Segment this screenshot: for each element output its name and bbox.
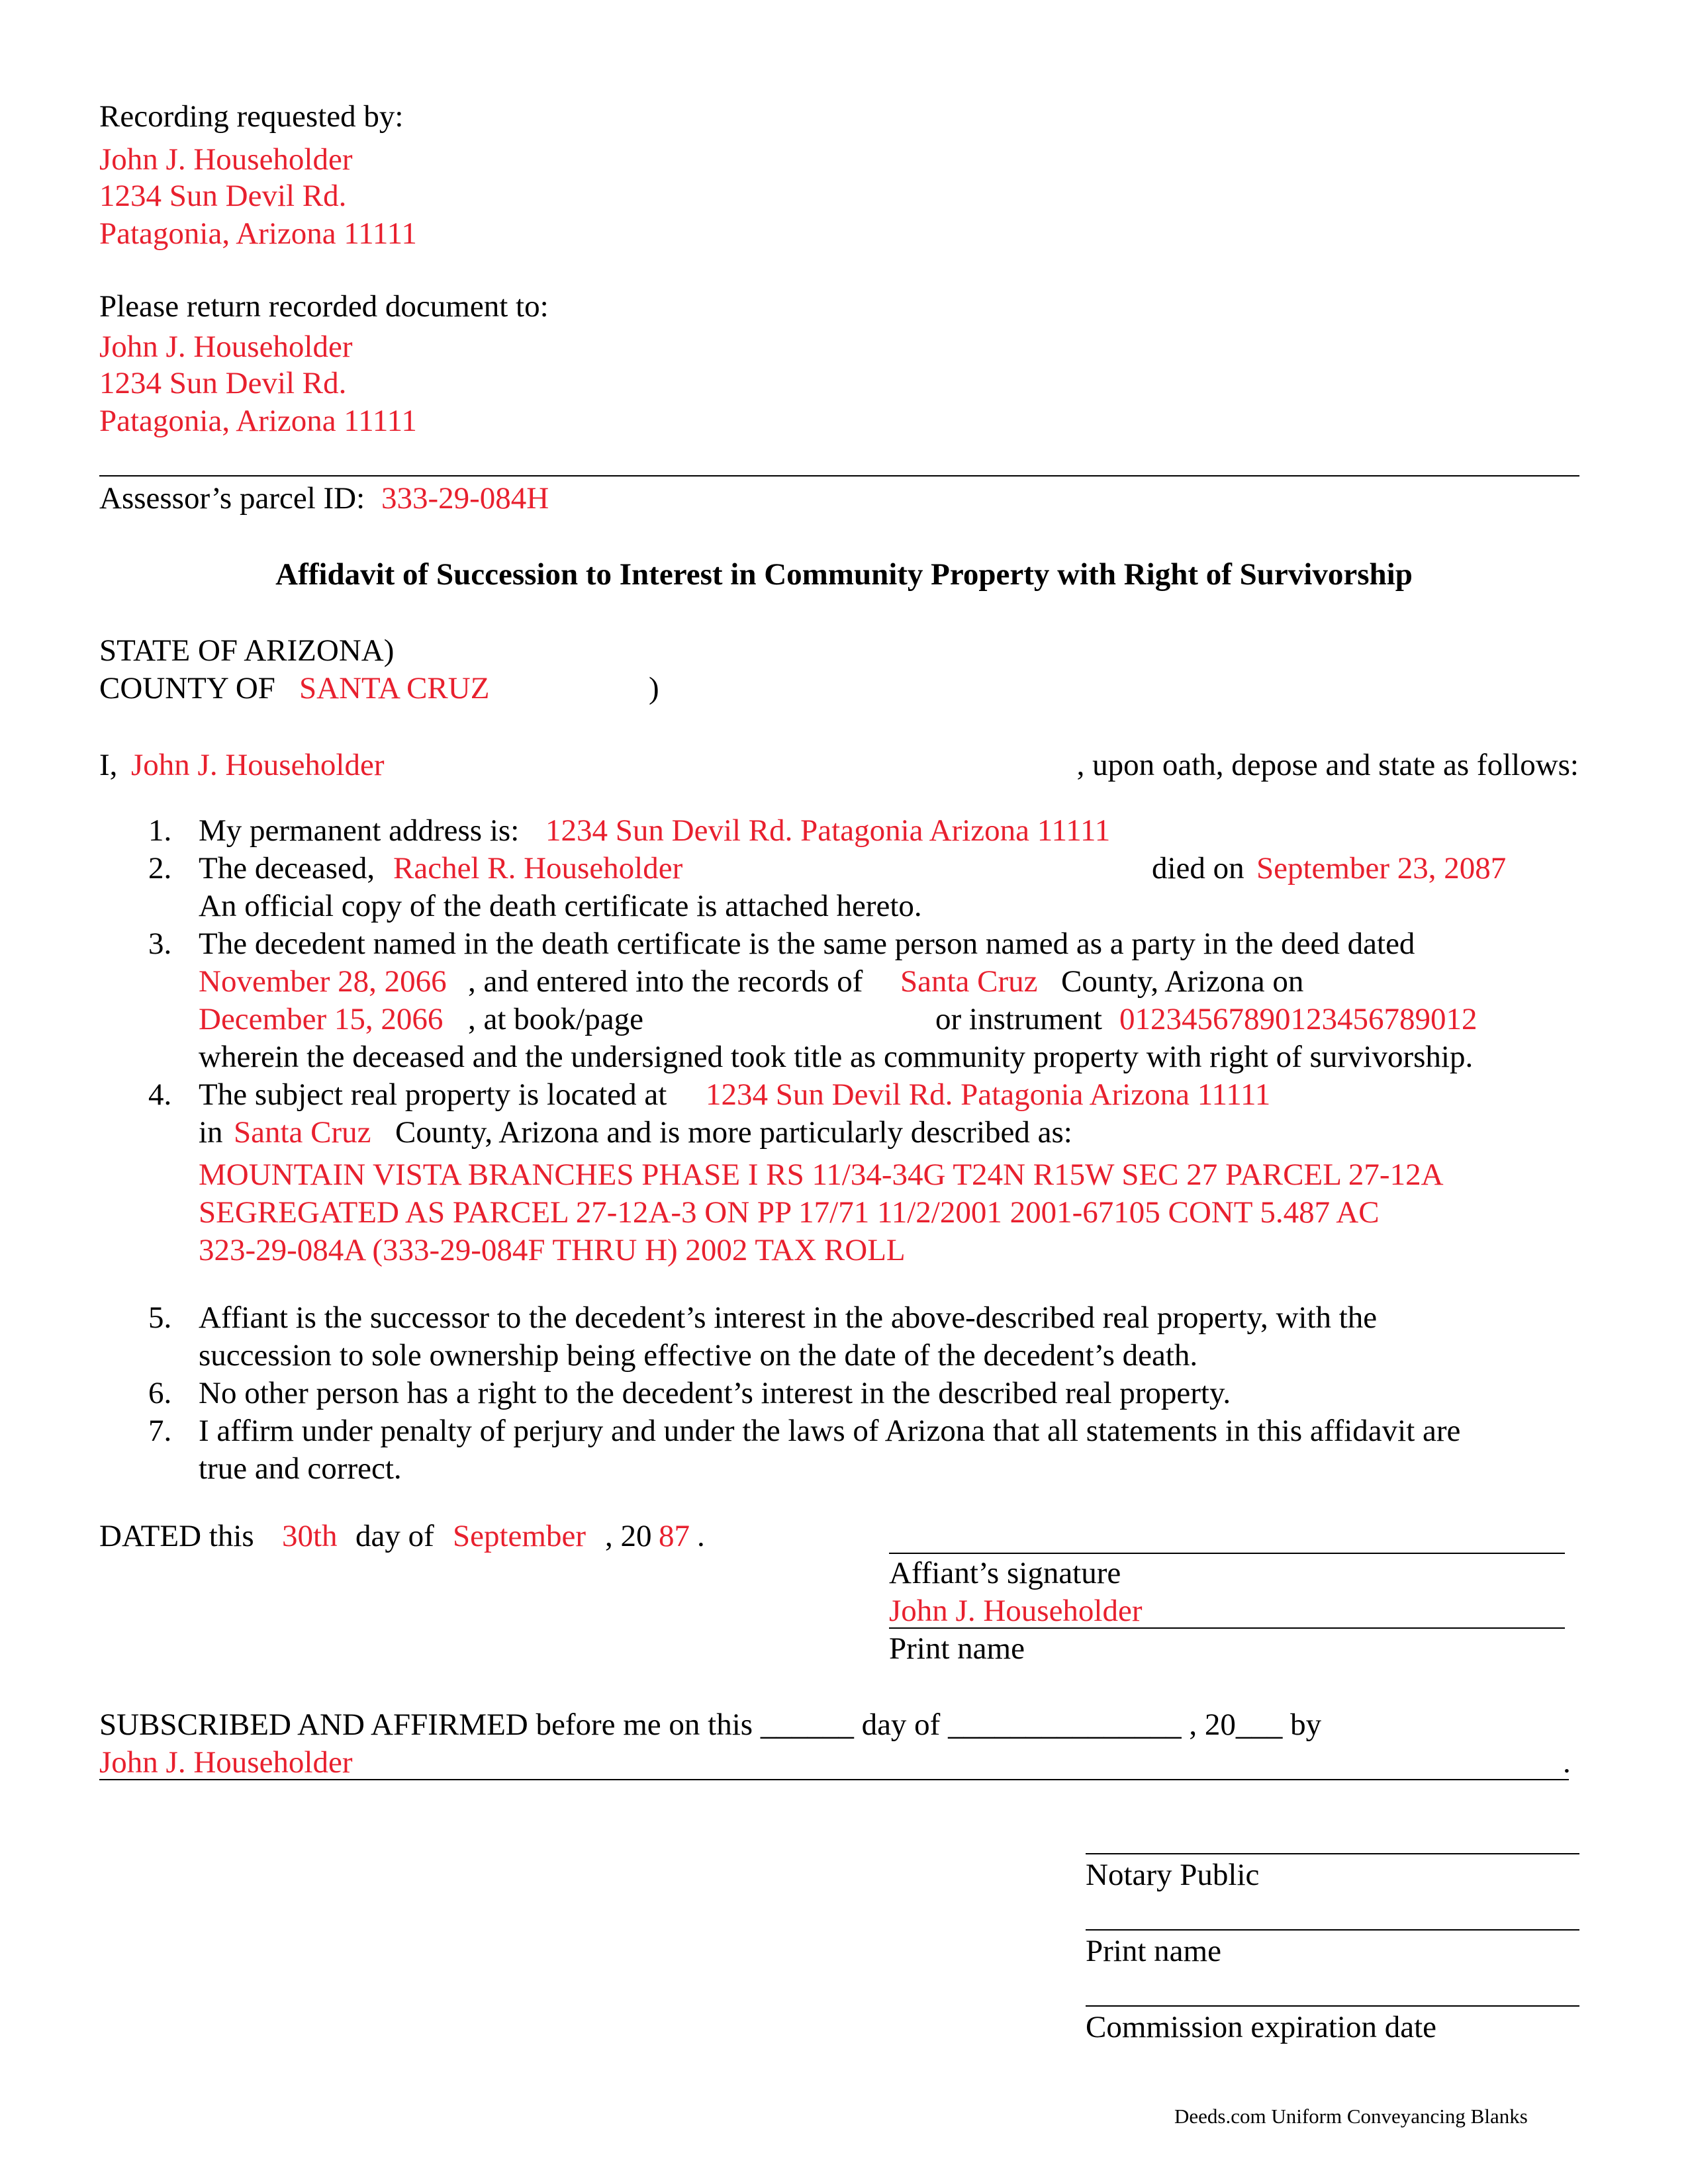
item-2-date-of-death: September 23, 2087	[1256, 851, 1507, 886]
affiant-print-name-line	[889, 1627, 1565, 1629]
item-7-line1: I affirm under penalty of perjury and under the laws of Arizona that all statements in this affidavit are	[199, 1414, 1461, 1448]
item-6-text: No other person has a right to the decedent’s interest in the described real property.	[199, 1376, 1231, 1410]
item-3-line1: The decedent named in the death certificate is the same person named as a party in the deed dated	[199, 927, 1415, 961]
item-4-county: Santa Cruz	[234, 1115, 371, 1150]
item-2-text: The deceased,	[199, 851, 375, 886]
commission-expiration-line	[1086, 2005, 1579, 2007]
subscribed-statement: SUBSCRIBED AND AFFIRMED before me on this ______ day of _______________ , 20___ by	[99, 1707, 1322, 1742]
notary-signature-line	[1086, 1853, 1579, 1854]
subscribed-period: .	[1563, 1745, 1571, 1780]
item-3-line4: wherein the deceased and the undersigned took title as community property with right of survivorship.	[199, 1040, 1474, 1074]
legal-description-line-1: MOUNTAIN VISTA BRANCHES PHASE I RS 11/34-34G T24N R15W SEC 27 PARCEL 27-12A	[199, 1158, 1444, 1192]
affiant-signature-line	[889, 1553, 1565, 1554]
return-city: Patagonia, Arizona 11111	[99, 404, 417, 438]
item-4-suffix: County, Arizona and is more particularly described as:	[395, 1115, 1072, 1150]
item-5-line2: succession to sole ownership being effective on the date of the decedent’s death.	[199, 1338, 1198, 1373]
dated-month: September	[453, 1519, 586, 1553]
item-3-deed-date: November 28, 2066	[199, 964, 447, 999]
return-street: 1234 Sun Devil Rd.	[99, 366, 347, 400]
dated-day: 30th	[282, 1519, 338, 1553]
subscribed-name-line	[99, 1779, 1569, 1780]
venue-county-paren: )	[649, 671, 659, 705]
item-4-number: 4.	[148, 1077, 172, 1112]
item-6-number: 6.	[148, 1376, 172, 1410]
item-4-address: 1234 Sun Devil Rd. Patagonia Arizona 11111	[706, 1077, 1271, 1112]
commission-expiration-label: Commission expiration date	[1086, 2010, 1436, 2044]
item-3-county-suffix: County, Arizona on	[1061, 964, 1304, 999]
legal-description-line-2: SEGREGATED AS PARCEL 27-12A-3 ON PP 17/71 11/2/2001 2001-67105 CONT 5.487 AC	[199, 1195, 1380, 1230]
affiant-signature-label: Affiant’s signature	[889, 1556, 1121, 1590]
dated-prefix: DATED this	[99, 1519, 254, 1553]
item-2-number: 2.	[148, 851, 172, 886]
item-3-instrument-number: 01234567890123456789012	[1119, 1002, 1477, 1036]
item-3-record-date: December 15, 2066	[199, 1002, 444, 1036]
item-3-book-page: , at book/page	[468, 1002, 643, 1036]
notary-public-label: Notary Public	[1086, 1858, 1260, 1892]
item-1-address: 1234 Sun Devil Rd. Patagonia Arizona 11111	[545, 813, 1111, 848]
item-7-number: 7.	[148, 1414, 172, 1448]
item-3-entered: , and entered into the records of	[468, 964, 863, 999]
item-5-number: 5.	[148, 1300, 172, 1335]
intro-suffix: , upon oath, depose and state as follows:	[1076, 748, 1579, 782]
header-divider	[99, 475, 1579, 477]
item-2-line2: An official copy of the death certificate is attached hereto.	[199, 889, 922, 923]
footer-credit: Deeds.com Uniform Conveyancing Blanks	[1174, 2105, 1528, 2128]
intro-prefix: I,	[99, 748, 118, 782]
document-title: Affidavit of Succession to Interest in Community Property with Right of Survivorship	[275, 557, 1413, 592]
item-7-line2: true and correct.	[199, 1451, 402, 1486]
notary-print-name-label: Print name	[1086, 1934, 1221, 1968]
intro-affiant: John J. Householder	[131, 748, 385, 782]
recording-requested-label: Recording requested by:	[99, 99, 404, 134]
return-name: John J. Householder	[99, 330, 353, 364]
legal-description-line-3: 323-29-084A (333-29-084F THRU H) 2002 TAX ROLL	[199, 1233, 906, 1267]
dated-century: , 20	[605, 1519, 652, 1553]
affiant-print-name-label: Print name	[889, 1631, 1025, 1666]
item-4-text: The subject real property is located at	[199, 1077, 667, 1112]
notary-print-name-line	[1086, 1929, 1579, 1931]
affiant-print-name-value: John J. Householder	[889, 1594, 1143, 1628]
item-2-deceased: Rachel R. Householder	[393, 851, 683, 886]
recording-city: Patagonia, Arizona 11111	[99, 216, 417, 251]
item-2-died-on: died on	[1152, 851, 1244, 886]
item-3-or-instrument: or instrument	[935, 1002, 1102, 1036]
venue-state: STATE OF ARIZONA)	[99, 633, 395, 668]
venue-county: SANTA CRUZ	[299, 671, 490, 705]
parcel-id: 333-29-084H	[381, 481, 549, 516]
dated-year: 87	[659, 1519, 690, 1553]
item-1-text: My permanent address is:	[199, 813, 520, 848]
venue-county-label: COUNTY OF	[99, 671, 275, 705]
item-5-line1: Affiant is the successor to the decedent’s interest in the above-described real property, with the	[199, 1300, 1378, 1335]
dated-period: .	[697, 1519, 705, 1553]
parcel-label: Assessor’s parcel ID:	[99, 481, 365, 516]
item-3-number: 3.	[148, 927, 172, 961]
subscribed-name: John J. Householder	[99, 1745, 353, 1780]
recording-name: John J. Householder	[99, 142, 353, 177]
return-label: Please return recorded document to:	[99, 289, 549, 324]
recording-street: 1234 Sun Devil Rd.	[99, 179, 347, 213]
item-4-in: in	[199, 1115, 223, 1150]
dated-day-of: day of	[355, 1519, 434, 1553]
item-1-number: 1.	[148, 813, 172, 848]
item-3-county: Santa Cruz	[900, 964, 1038, 999]
